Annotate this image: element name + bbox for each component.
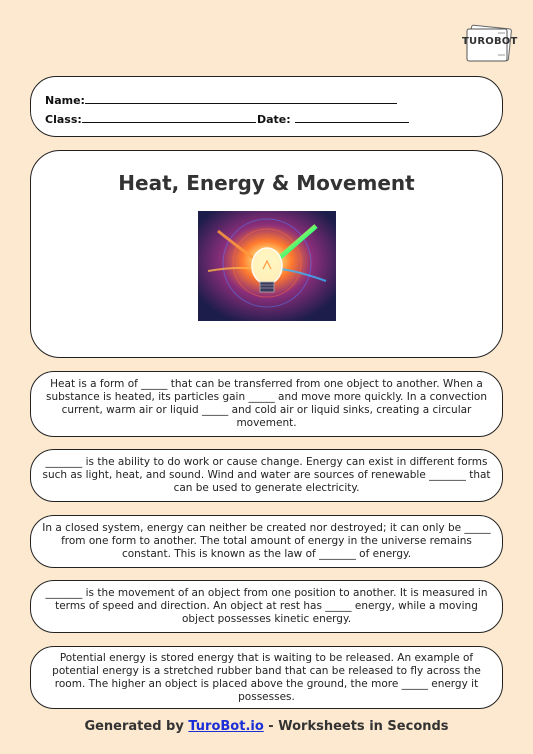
paragraph-conservation [30,515,503,568]
paragraph-text: _______ is the ability to do work or cause change. Energy can exist in different forms such as light, heat, and sound. Wind and water are sources of renewable _______ that can be used to generate electricity. [42,456,491,494]
paragraph-text: _______ is the movement of an object from one position to another. It is measured in terms of speed and direction. An object at rest has _____ energy, while a moving object possesses kinetic energy. [45,587,488,625]
footer-prefix: Generated by [84,719,189,734]
worksheet-title: Heat, Energy & Movement [118,171,415,195]
turobot-logo [462,24,516,64]
class-line [82,112,256,123]
paragraph-text: Potential energy is stored energy that is waiting to be released. An example of potential energy is a stretched rubber band that can be released to fly across the room. The higher an object is placed above the ground, the more _____ energy it possesses. [52,651,481,703]
class-field[interactable] [45,112,256,126]
paragraph-heat [30,371,503,437]
paragraph-text: Heat is a form of _____ that can be transferred from one object to another. When a substance is heated, its particles gain _____ and move more quickly. In a convection current, warm air or liquid _____ and cold air or liquid sinks, creating a circular movement. [45,378,488,429]
name-label: Name: [45,94,85,107]
lightbulb-energy-image [198,211,336,321]
paragraph-potential-energy [30,646,503,709]
footer [0,719,533,734]
date-line [295,112,409,123]
class-label: Class: [45,113,82,126]
name-line [85,93,397,104]
turobot-link[interactable]: TuroBot.io [188,719,264,734]
date-field[interactable] [257,112,409,126]
title-box [30,150,503,358]
footer-suffix: - Worksheets in Seconds [263,719,449,734]
paragraph-energy [30,449,503,502]
logo-text: TUROBOT [462,36,518,47]
date-label: Date: [257,113,291,126]
paragraph-movement [30,580,503,633]
paragraph-text: In a closed system, energy can neither be created nor destroyed; it can only be _____ from one form to another. The total amount of energy in the universe remains constant. This is known as the law of _______ of energy. [42,522,491,560]
name-field[interactable] [45,93,397,107]
student-info-box [30,76,503,137]
